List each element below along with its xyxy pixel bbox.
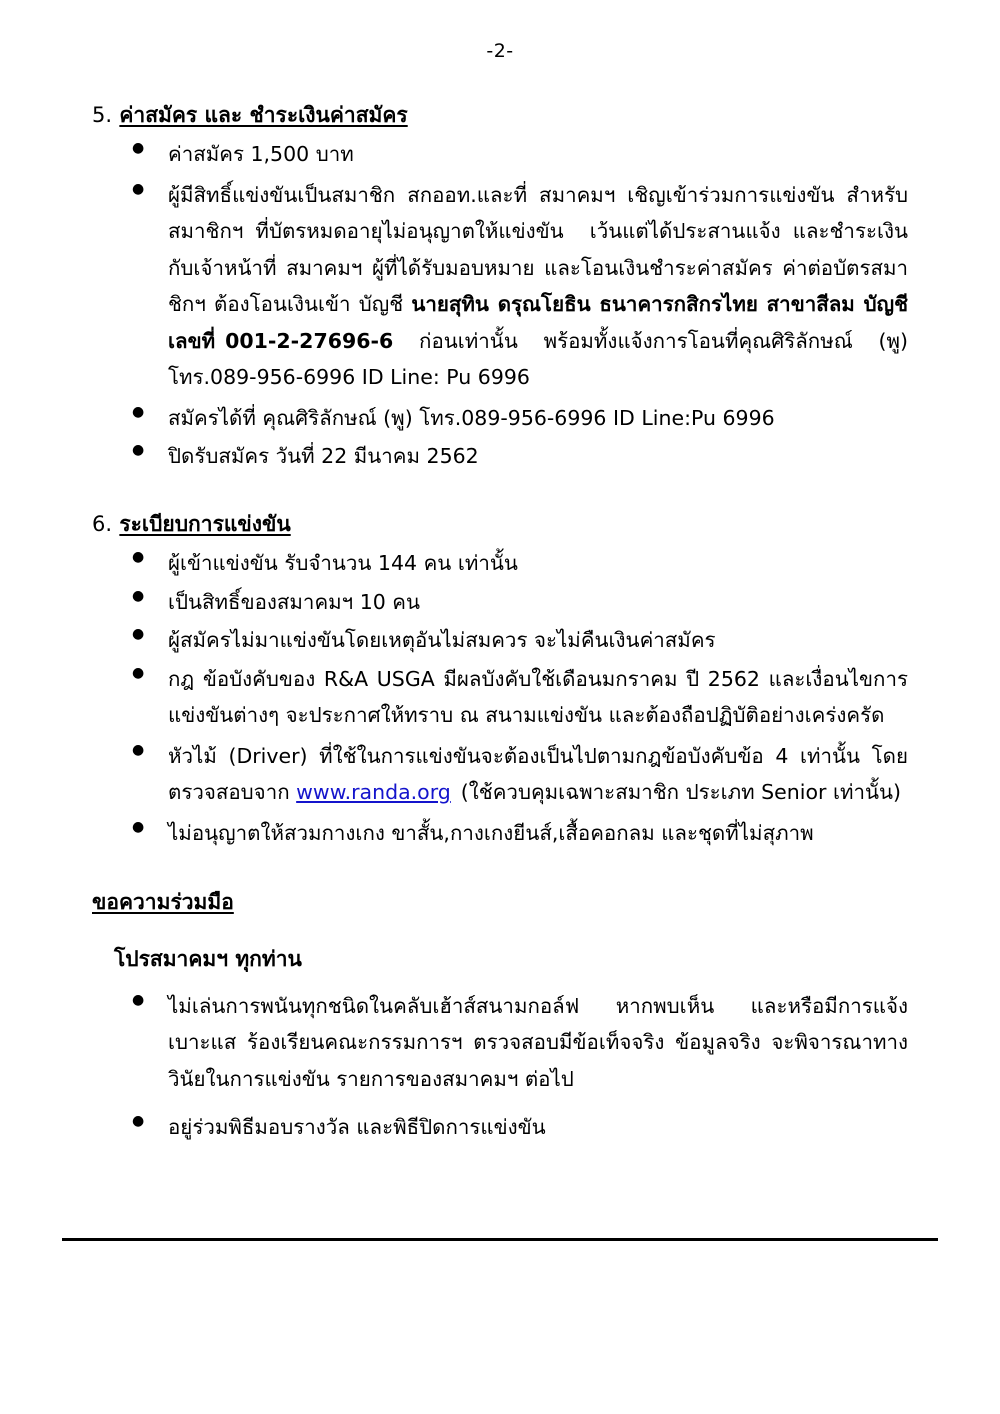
list-item bbox=[110, 738, 908, 811]
driver-rule-text-before: หัวไม้ (Driver) ที่ใช้ในการแข่งขันจะต้องเป็นไปตามกฎข้อบังคับข้อ 4 เท่านั้น โดยตรวจสอบจาก bbox=[168, 743, 908, 805]
list-item bbox=[110, 545, 908, 581]
section-fees-number: 5. bbox=[92, 103, 113, 127]
governing-rules-text: กฎ ข้อบังคับของ R&A USGA มีผลบังคับใช้เดือนมกราคม ปี 2562 และเงื่อนไขการแข่งขันต่างๆ จะประกาศให้ทราบ ณ สนามแข่งขัน และต้องถือปฏิบัติอย่างเคร่งครัด bbox=[168, 666, 908, 728]
dress-code-text: ไม่อนุญาตให้สวมกางเกง ขาสั้น,กางเกงยีนส์,เสื้อคอกลม และชุดที่ไม่สุภาพ bbox=[168, 820, 814, 845]
footer-divider bbox=[62, 1238, 938, 1241]
list-item bbox=[110, 661, 908, 734]
account-label: บัญชี bbox=[358, 292, 404, 317]
list-item bbox=[110, 1109, 908, 1145]
list-item bbox=[110, 584, 908, 620]
capacity-text: ผู้เข้าแข่งขัน รับจำนวน 144 คน เท่านั้น bbox=[168, 551, 518, 576]
attend-ceremony-text: อยู่ร่วมพิธีมอบรางวัล และพิธีปิดการแข่งขัน bbox=[168, 1115, 546, 1140]
section-fees-heading bbox=[92, 100, 908, 130]
list-item bbox=[110, 400, 908, 436]
no-refund-text: ผู้สมัครไม่มาแข่งขันโดยเหตุอันไม่สมควร จะไม่คืนเงินค่าสมัคร bbox=[168, 628, 716, 653]
section-rules-title: ระเบียบการแข่งขัน bbox=[119, 511, 291, 536]
list-item bbox=[110, 988, 908, 1097]
deadline-text: ปิดรับสมัคร วันที่ 22 มีนาคม 2562 bbox=[168, 444, 479, 469]
section-rules bbox=[92, 509, 908, 851]
association-quota-text: เป็นสิทธิ์ของสมาคมฯ 10 คน bbox=[168, 589, 421, 614]
randa-org-link[interactable]: www.randa.org bbox=[296, 780, 451, 805]
list-item bbox=[110, 622, 908, 658]
section-rules-list bbox=[110, 545, 908, 851]
section-cooperation bbox=[92, 887, 908, 1146]
driver-rule-text-after: (ใช้ควบคุมเฉพาะสมาชิก ประเภท Senior เท่านั้น) bbox=[460, 780, 902, 805]
section-fees-list bbox=[110, 136, 908, 474]
section-fees bbox=[92, 100, 908, 475]
contact-text: สมัครได้ที่ คุณศิริลักษณ์ (พู) โทร.089-956-6996 ID Line:Pu 6996 bbox=[168, 405, 775, 430]
eligibility-text-part1: ผู้มีสิทธิ์แข่งขันเป็นสมาชิก สกออท.และที่ สมาคมฯ เชิญเข้าร่วมการแข่งขัน สำหรับสมาชิกฯ ที่บัตรหมดอายุไม่อนุญาตให้แข่งขัน bbox=[168, 182, 908, 244]
account-name-bank: นายสุทิน ดรุณโยธิน ธนาคารกสิกรไทย สาขาสีลม บัญชีเลขที่ bbox=[168, 292, 908, 353]
transfer-notice-text: ก่อนเท่านั้น พร้อมทั้งแจ้งการโอนที่คุณศิริลักษณ์ (พู) โทร.089-956-6996 ID Line: Pu 6996 bbox=[168, 328, 908, 390]
section-rules-heading bbox=[92, 509, 908, 539]
account-number: 001-2-27696-6 bbox=[225, 328, 394, 353]
eligibility-text-part2: เว้นแต่ได้ประสานแจ้ง และชำระเงินกับเจ้าหน้าที่ สมาคมฯ ผู้ที่ได้รับมอบหมาย และโอนเงินชำระค่าสมัคร ค่าต่อบัตรสมาชิกฯ ต้องโอนเงินเข้า bbox=[168, 219, 908, 317]
cooperation-title: ขอความร่วมมือ bbox=[92, 890, 234, 915]
no-gambling-text: ไม่เล่นการพนันทุกชนิดในคลับเฮ้าส์สนามกอล์ฟ หากพบเห็น และหรือมีการแจ้งเบาะแส ร้องเรียนคณะกรรมการฯ ตรวจสอบมีข้อเท็จจริง ข้อมูลจริง จะพิจารณาทางวินัยในการแข่งขัน รายการของสมาคมฯ ต่อไป bbox=[168, 993, 908, 1091]
section-cooperation-list bbox=[110, 988, 908, 1146]
list-item bbox=[110, 136, 908, 172]
section-fees-title: ค่าสมัคร และ ชำระเงินค่าสมัคร bbox=[119, 103, 408, 127]
list-item bbox=[110, 438, 908, 474]
page-number: -2- bbox=[486, 40, 514, 62]
list-item bbox=[110, 815, 908, 851]
list-item bbox=[110, 177, 908, 396]
section-rules-number: 6. bbox=[92, 511, 113, 536]
document-body bbox=[92, 100, 908, 1150]
cooperation-subtitle: โปรสมาคมฯ ทุกท่าน bbox=[114, 946, 302, 971]
section-cooperation-heading bbox=[92, 887, 908, 917]
fee-amount-text: ค่าสมัคร 1,500 บาท bbox=[168, 142, 354, 167]
